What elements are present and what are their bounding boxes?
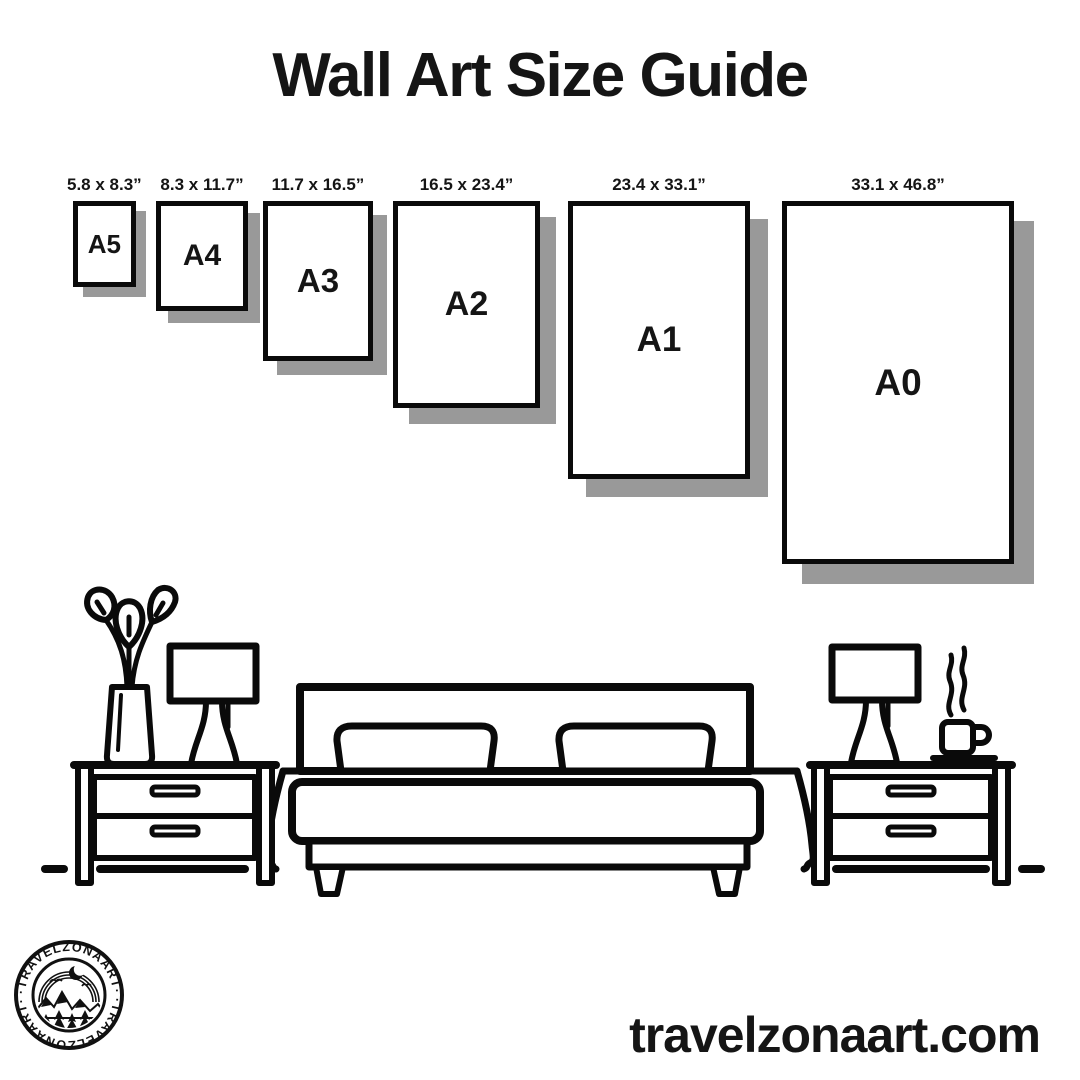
size-a5-paper [73,201,136,287]
size-a1-label: A1 [636,320,682,359]
website-url: travelzonaart.com [629,1007,1040,1063]
size-a5-dimensions: 5.8 x 8.3” [67,175,142,194]
sheet-drape-right [797,771,813,869]
size-a0-paper [782,201,1014,564]
size-a4-paper [156,201,248,311]
size-a2-paper [393,201,540,408]
drawer-handle [888,787,934,795]
size-a1 [568,175,750,479]
moon-icon [69,963,86,980]
sun-rays-icon [39,972,99,1002]
size-a3-dimensions: 11.7 x 16.5” [271,175,365,194]
size-a4-dimensions: 8.3 x 11.7” [160,175,244,194]
size-a3-paper [263,201,373,361]
size-a0-dimensions: 33.1 x 46.8” [851,175,945,194]
pillow-left-icon [337,726,494,771]
vase-icon [107,687,152,764]
size-a5-label: A5 [87,228,121,259]
plant-icon [87,588,175,764]
size-a5 [67,175,142,287]
size-a4-label: A4 [182,239,222,272]
bed-icon [267,687,814,894]
size-a0 [782,175,1014,564]
size-a4 [156,175,248,311]
coffee-cup-icon [933,648,995,758]
steam-icon [949,655,952,715]
table-lamp-right-icon [832,647,918,763]
size-a2-dimensions: 16.5 x 23.4” [419,175,514,194]
logo-text-bottom: ·TRAVELZONAART· [13,997,125,1052]
size-a1-dimensions: 23.4 x 33.1” [612,175,706,194]
size-a0-label: A0 [874,361,922,403]
drawer-handle [888,827,934,835]
size-a3-label: A3 [296,262,340,299]
size-a3 [263,175,373,361]
bedroom-illustration [0,575,1080,905]
size-a2 [393,175,540,408]
drawer-handle [152,827,198,835]
drawer-handle [152,787,198,795]
size-a1-paper [568,201,750,479]
logo-text-top: ·TRAVELZONAART· [13,939,125,995]
steam-icon [962,648,965,710]
table-lamp-left-icon [170,646,256,764]
page-title: Wall Art Size Guide [272,41,808,110]
brand-logo [12,938,126,1052]
pillow-right-icon [559,726,712,771]
mountains-icon [30,992,108,1018]
size-a2-label: A2 [444,285,489,323]
